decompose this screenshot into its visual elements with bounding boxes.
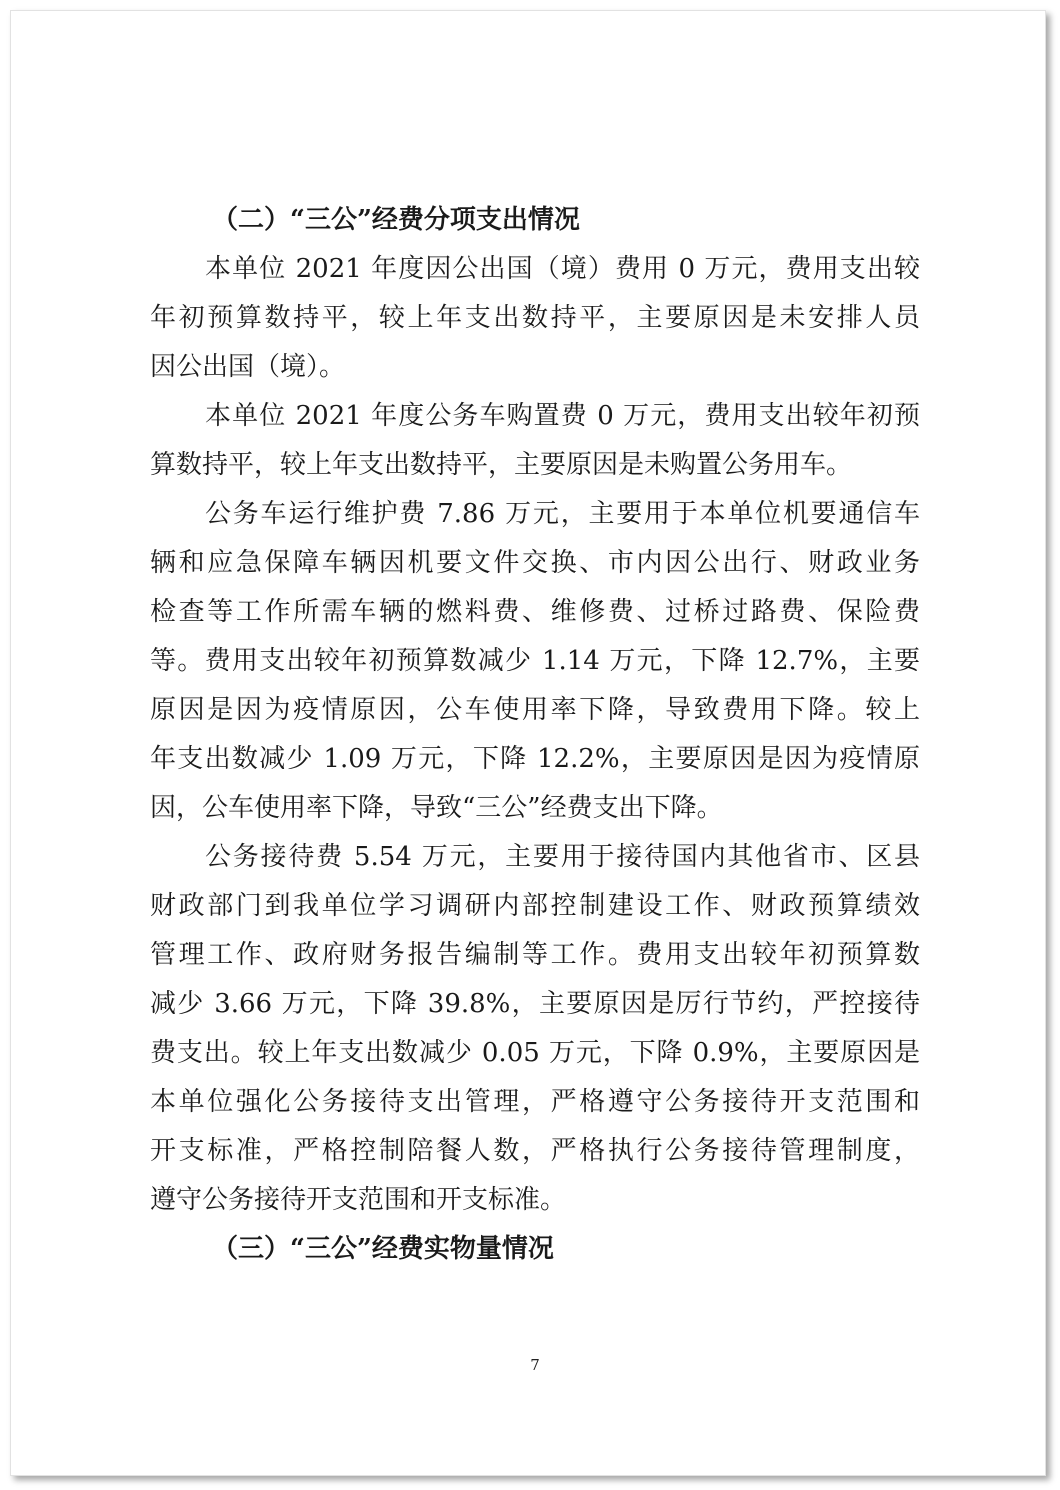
page-number: 7 [530, 1356, 540, 1374]
paragraph-official-reception [150, 833, 920, 1225]
section-heading-physical-quantity: （三）“三公”经费实物量情况 [212, 1234, 554, 1264]
text-line: 本单位 2021 年度公务车购置费 0 万元，费用支出较年初预 [205, 401, 920, 431]
text-line: 遵守公务接待开支范围和开支标准。 [150, 1185, 567, 1215]
text-line: 开支标准，严格控制陪餐人数，严格执行公务接待管理制度， [150, 1136, 920, 1166]
text-line: 公务接待费 5.54 万元，主要用于接待国内其他省市、区县 [205, 842, 920, 872]
text-line: 原因是因为疫情原因，公车使用率下降，导致费用下降。较上 [150, 695, 920, 725]
text-line: 减少 3.66 万元，下降 39.8%，主要原因是厉行节约，严控接待 [150, 989, 920, 1019]
text-line: 财政部门到我单位学习调研内部控制建设工作、财政预算绩效 [150, 891, 920, 921]
section-heading-expenditure-items: （二）“三公”经费分项支出情况 [212, 205, 580, 235]
text-line: 本单位 2021 年度因公出国（境）费用 0 万元，费用支出较 [205, 254, 920, 284]
text-line: 本单位强化公务接待支出管理，严格遵守公务接待开支范围和 [150, 1087, 920, 1117]
text-line: 辆和应急保障车辆因机要文件交换、市内因公出行、财政业务 [150, 548, 920, 578]
text-line: 公务车运行维护费 7.86 万元，主要用于本单位机要通信车 [205, 499, 920, 529]
text-line: 费支出。较上年支出数减少 0.05 万元，下降 0.9%，主要原因是 [150, 1038, 920, 1068]
text-line: 因公出国（境）。 [150, 352, 346, 382]
document-body [150, 196, 920, 1274]
text-line: 年初预算数持平，较上年支出数持平，主要原因是未安排人员 [150, 303, 920, 333]
text-line: 管理工作、政府财务报告编制等工作。费用支出较年初预算数 [150, 940, 920, 970]
text-line: 因，公车使用率下降，导致“三公”经费支出下降。 [150, 793, 723, 823]
paragraph-overseas-travel [150, 245, 920, 392]
text-line: 算数持平，较上年支出数持平，主要原因是未购置公务用车。 [150, 450, 853, 480]
text-line: 检查等工作所需车辆的燃料费、维修费、过桥过路费、保险费 [150, 597, 920, 627]
text-line: 等。费用支出较年初预算数减少 1.14 万元，下降 12.7%，主要 [150, 646, 920, 676]
paragraph-vehicle-purchase [150, 392, 920, 490]
paragraph-vehicle-maintenance [150, 490, 920, 833]
text-line: 年支出数减少 1.09 万元，下降 12.2%，主要原因是因为疫情原 [150, 744, 920, 774]
